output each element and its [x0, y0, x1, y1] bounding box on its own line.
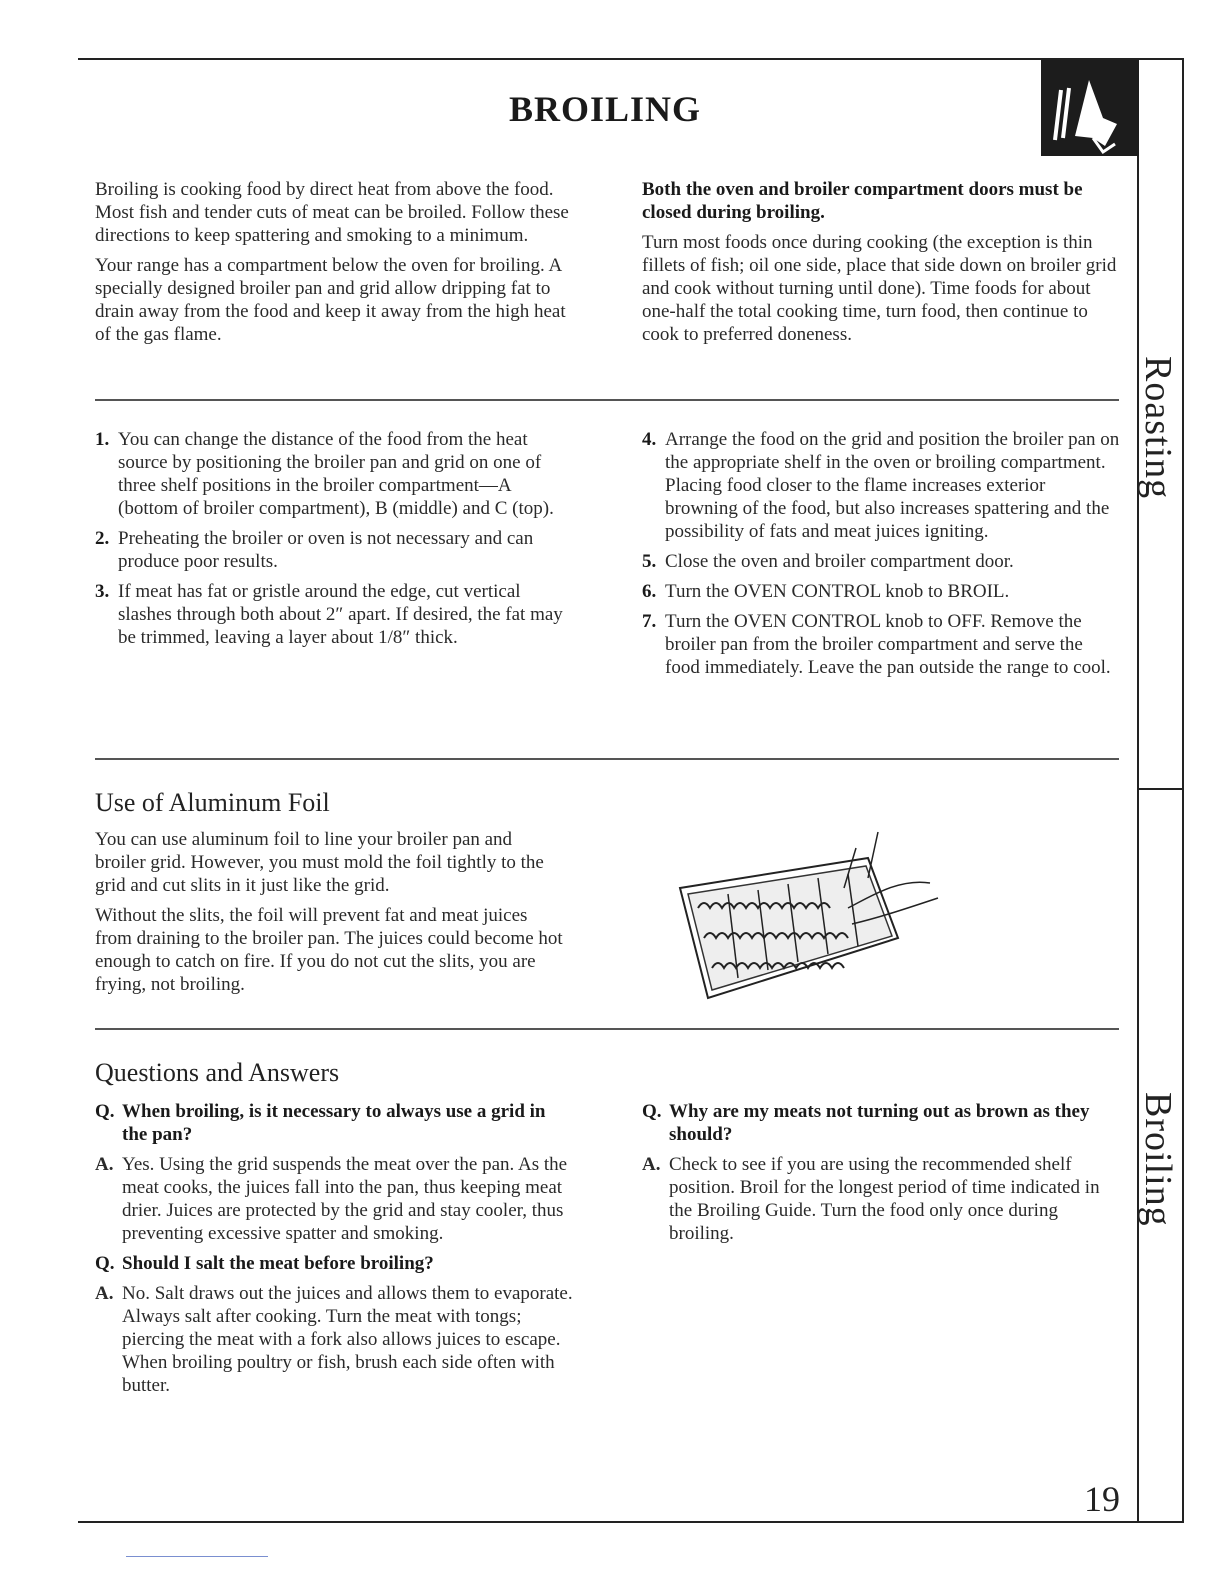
foil-section — [95, 788, 565, 1003]
q-tag: Q. — [95, 1101, 115, 1122]
step-item — [642, 428, 1120, 543]
top-rule — [78, 58, 1184, 60]
side-tab-roasting: Roasting — [1137, 356, 1179, 500]
foil-heading: Use of Aluminum Foil — [95, 788, 330, 817]
question — [642, 1100, 1120, 1146]
answer — [642, 1153, 1120, 1245]
step-number: 7. — [642, 611, 657, 632]
a-tag: A. — [95, 1154, 114, 1175]
intro-warning: Both the oven and broiler compartment doors must be closed during broiling. — [642, 179, 1083, 223]
intro-right — [642, 178, 1120, 353]
a-tag: A. — [95, 1283, 114, 1304]
q-tag: Q. — [642, 1101, 662, 1122]
intro-turn-foods: Turn most foods once during cooking (the exception is thin fillets of fish; oil one side, place that side down on broiler grid and cook without turning until done). Time foods for about one-half the total cooking time, turn food, then continue to cook to preferred doneness. — [642, 232, 1117, 345]
a-tag: A. — [642, 1154, 661, 1175]
steps-right — [642, 428, 1120, 686]
step-number: 6. — [642, 581, 657, 602]
question-text: Why are my meats not turning out as brown as they should? — [669, 1101, 1090, 1145]
section-divider-3 — [95, 1028, 1119, 1030]
step-item — [642, 550, 1120, 573]
step-number: 4. — [642, 429, 657, 450]
intro-paragraph-1: Broiling is cooking food by direct heat from above the food. Most fish and tender cuts of meat can be broiled. Follow these directions to keep spattering and smoking to a minimum. — [95, 179, 569, 246]
section-divider-1 — [95, 399, 1119, 401]
page-title: BROILING — [508, 89, 702, 129]
foil-paragraph-1: You can use aluminum foil to line your broiler pan and broiler grid. However, you must mold the foil tightly to the grid and cut slits in it just like the grid. — [95, 829, 544, 896]
step-text: Arrange the food on the grid and position the broiler pan on the appropriate shelf in the oven or broiling compartment. Placing food closer to the flame increases exterior browning of the food, but also increases spattering and the possibility of fats and meat juices igniting. — [665, 429, 1120, 542]
page-number: 19 — [1084, 1479, 1120, 1519]
question-text: When broiling, is it necessary to always use a grid in the pan? — [122, 1101, 546, 1145]
step-number: 5. — [642, 551, 657, 572]
q-tag: Q. — [95, 1253, 115, 1274]
step-item — [642, 580, 1120, 603]
section-divider-2 — [95, 758, 1119, 760]
broiler-pan-illustration — [668, 828, 948, 1008]
step-text: If meat has fat or gristle around the edge, cut vertical slashes through both about 2″ apart. If desired, the fat may be trimmed, leaving a layer about 1/8″ thick. — [118, 581, 563, 648]
answer-text: Yes. Using the grid suspends the meat over the pan. As the meat cooks, the juices fall into the pan, thus keeping meat drier. Juices are protected by the grid and stay cooler, thus preventing excessive spatter and smoking. — [122, 1154, 568, 1244]
step-number: 2. — [95, 528, 110, 549]
step-item — [642, 610, 1120, 679]
step-text: Turn the OVEN CONTROL knob to OFF. Remove the broiler pan from the broiler compartment and serve the food immediately. Leave the pan outside the range to cool. — [665, 611, 1111, 678]
foil-paragraph-2: Without the slits, the foil will prevent fat and meat juices from draining to the broiler pan. The juices could become hot enough to catch on fire. If you do not cut the slits, you are frying, not broiling. — [95, 905, 563, 995]
step-number: 1. — [95, 429, 110, 450]
step-item — [95, 527, 565, 573]
step-text: You can change the distance of the food from the heat source by positioning the broiler pan and grid on one of three shelf positions in the broiler compartment—A (bottom of broiler compartment), B (middle) and C (top). — [118, 429, 554, 519]
step-text: Preheating the broiler or oven is not necessary and can produce poor results. — [118, 528, 534, 572]
step-text: Turn the OVEN CONTROL knob to BROIL. — [665, 581, 1010, 602]
answer-text: No. Salt draws out the juices and allows them to evaporate. Always salt after cooking. Turn the meat with tongs; piercing the meat with a fork also allows juices to escape. When broiling poultry or fish, brush each side often with butter. — [122, 1283, 573, 1396]
question-text: Should I salt the meat before broiling? — [122, 1253, 434, 1274]
step-number: 3. — [95, 581, 110, 602]
side-tab-divider — [1137, 788, 1184, 790]
broiler-hand-icon — [1041, 60, 1139, 156]
step-item — [95, 428, 565, 520]
intro-paragraph-2: Your range has a compartment below the oven for broiling. A specially designed broiler pan and grid allow dripping fat to drain away from the food and keep it away from the high heat of the gas flame. — [95, 255, 566, 345]
intro-left — [95, 178, 580, 353]
answer — [95, 1153, 573, 1245]
qa-right — [642, 1100, 1120, 1252]
answer-text: Check to see if you are using the recommended shelf position. Broil for the longest period of time indicated in the Broiling Guide. Turn the food only once during broiling. — [669, 1154, 1100, 1244]
side-frame-left — [1137, 58, 1139, 1522]
qa-left — [95, 1058, 573, 1404]
side-frame-right — [1182, 58, 1184, 1522]
steps-left — [95, 428, 565, 656]
question — [95, 1252, 573, 1275]
answer — [95, 1282, 573, 1397]
step-item — [95, 580, 565, 649]
side-tab-broiling: Broiling — [1137, 1092, 1179, 1227]
question — [95, 1100, 573, 1146]
step-text: Close the oven and broiler compartment door. — [665, 551, 1014, 572]
scan-artifact-line — [126, 1556, 268, 1557]
qa-heading: Questions and Answers — [95, 1058, 340, 1087]
bottom-rule — [78, 1521, 1184, 1523]
